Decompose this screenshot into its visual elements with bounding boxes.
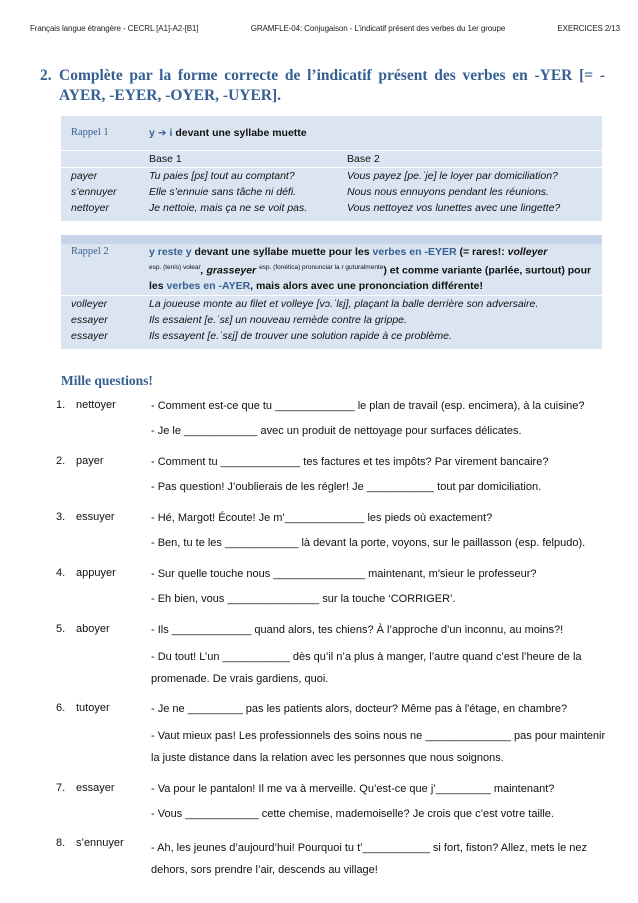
exercise-line: - Je le ____________ avec un produit de nettoyage pour surfaces délicates. [151,425,522,437]
rappel1-base2: Vous nettoyez vos lunettes avec une lingette? [347,201,561,214]
rappel1-label: Rappel 1 [71,126,109,138]
rappel2-strip [61,235,602,244]
exercise-number: 6. [56,702,66,714]
rappel1-row [61,184,602,200]
rappel2-verb: essayer [71,313,108,326]
exercise-number: 4. [56,567,66,579]
rappel1-verb: nettoyer [71,201,109,214]
rappel1-base1: Elle s’ennuie sans tâche ni défi. [149,185,297,198]
rappel2-rule [145,244,602,295]
rappel1-base2: Vous payez [pe.ˈje] le loyer par domiciliation? [343,167,602,184]
rappel1-base2: Nous nous ennuyons pendant les réunions. [347,185,549,198]
exercise-line: - Eh bien, vous _______________ sur la touche ‘CORRIGER’. [151,593,456,605]
exercise-line: - Ah, les jeunes d’aujourd’hui! Pourquoi tu t’___________ si fort, fiston? Allez, mets le nez dehors, sors prendre l’air, descends au village! [151,842,587,876]
exercise-verb: aboyer [76,623,110,635]
instruction-number: 2. [40,67,52,84]
exercise-number: 5. [56,623,66,635]
rule-part: (= rares!: [456,246,508,258]
exercise-line: - Vaut mieux pas! Les professionnels des soins nous ne ______________ pas pour maintenir la juste distance dans la relation avec les personnes que nous soignons. [151,730,606,764]
rappel2-verb: essayer [71,329,108,342]
rappel1-row [61,167,602,184]
rappel2-row [61,312,602,328]
example-note: esp. (tenis) volear [149,264,201,271]
base2-label: Base 2 [343,150,602,167]
rule-part: devant une syllabe muette pour les [191,246,373,258]
exercise-number: 1. [56,399,66,411]
header-right: EXERCICES 2/13 [557,24,620,33]
rule-text: devant une syllabe muette [172,126,307,139]
rappel1-base1: Je nettoie, mais ça ne se voit pas. [149,201,308,214]
rule-part: , mais alors avec une prononciation différente! [250,279,483,292]
page-header [30,24,620,33]
exercise-verb: nettoyer [76,399,116,411]
rappel1-verb: payer [61,167,145,184]
exercise-number: 2. [56,455,66,467]
rappel2-box [61,235,602,349]
header-middle: GRAMFLE-04: Conjugaison - L’indicatif présent des verbes du 1er groupe [250,24,506,33]
rappel1-rule [145,116,602,150]
example-note: esp. (fonética) pronunciar la r guturalmente [259,264,384,271]
rappel2-text: La joueuse monte au filet et volleye [vɔ.ˈlɛj], plaçant la balle derrière son adversaire. [145,295,602,312]
example-verb: volleyer [507,246,548,258]
rule-part: y reste y [149,246,192,258]
rappel1-row [61,200,602,221]
exercise-number: 8. [56,837,66,849]
exercise-line: - Vous ____________ cette chemise, mademoiselle? Je crois que c’est votre taille. [151,808,554,820]
exercise-line: - Du tout! L’un ___________ dès qu’il n’a plus à manger, l’autre quand c’est l’heure de la promenade. De vrais gardiens, quoi. [151,651,582,685]
rule-y: y [149,126,155,139]
exercise-line: - Va pour le pantalon! Il me va à merveille. Qu’est-ce que j’_________ maintenant? [151,783,555,795]
exercise-verb: appuyer [76,567,116,579]
header-left: Français langue étrangère - CECRL [A1]-A2-[B1] [30,24,199,33]
exercise-line: - Comment est-ce que tu _____________ le plan de travail (esp. encimera), à la cuisine? [151,400,585,412]
exercise-line: - Comment tu _____________ tes factures et tes impôts? Par virement bancaire? [151,456,549,468]
rappel2-label: Rappel 2 [71,246,109,257]
rule-part: verbes en -EYER [372,246,457,258]
rule-i: i [169,126,173,139]
exercise-verb: tutoyer [76,702,110,714]
exercise-line: - Ben, tu te les ____________ là devant la porte, voyons, sur le paillasson (esp. felpudo). [151,537,586,549]
rappel2-text: Ils essaient [e.ˈsɛ] un nouveau remède contre la grippe. [149,313,407,326]
exercise-verb: essuyer [76,511,115,523]
exercise-line: - Pas question! J’oublierais de les régler! Je ___________ tout par domiciliation. [151,481,542,493]
exercise-line: - Hé, Margot! Écoute! Je m’_____________ les pieds où exactement? [151,512,493,524]
rappel2-row [61,295,602,312]
exercise-line: - Je ne _________ pas les patients alors, docteur? Même pas à l'étage, en chambre? [151,703,568,715]
exercise-line: - Ils _____________ quand alors, tes chiens? À l’approche d’un inconnu, au moins?! [151,624,564,636]
exercise-verb: s’ennuyer [76,837,124,849]
rappel2-row [61,328,602,349]
exercise-number: 3. [56,511,66,523]
rappel2-verb: volleyer [61,295,145,312]
rappel2-text: Ils essayent [e.ˈsɛj] de trouver une solution rapide à ce problème. [149,329,452,342]
exercise-number: 7. [56,782,66,794]
rappel1-verb: s’ennuyer [71,185,117,198]
exercise-instruction [40,66,605,106]
base1-label: Base 1 [145,150,343,167]
instruction-text: Complète par la forme correcte de l’indicatif présent des verbes en -YER [= -AYER, -EYER, -OYER, -UYER]. [59,67,605,104]
exercise-verb: payer [76,455,104,467]
rule-part: verbes en -AYER [166,279,251,292]
example-verb: , grasseyer [200,264,257,277]
rappel1-base1: Tu paies [pɛ] tout au comptant? [145,167,343,184]
rappel1-box [61,116,602,221]
section-heading: Mille questions! [61,373,153,388]
exercise-verb: essayer [76,782,115,794]
exercise-line: - Sur quelle touche nous _______________ maintenant, m'sieur le professeur? [151,568,537,580]
rule-part: ) et comme variante (parlée, surtout) pour les [149,264,592,292]
arrow-icon: ➔ [157,126,167,139]
